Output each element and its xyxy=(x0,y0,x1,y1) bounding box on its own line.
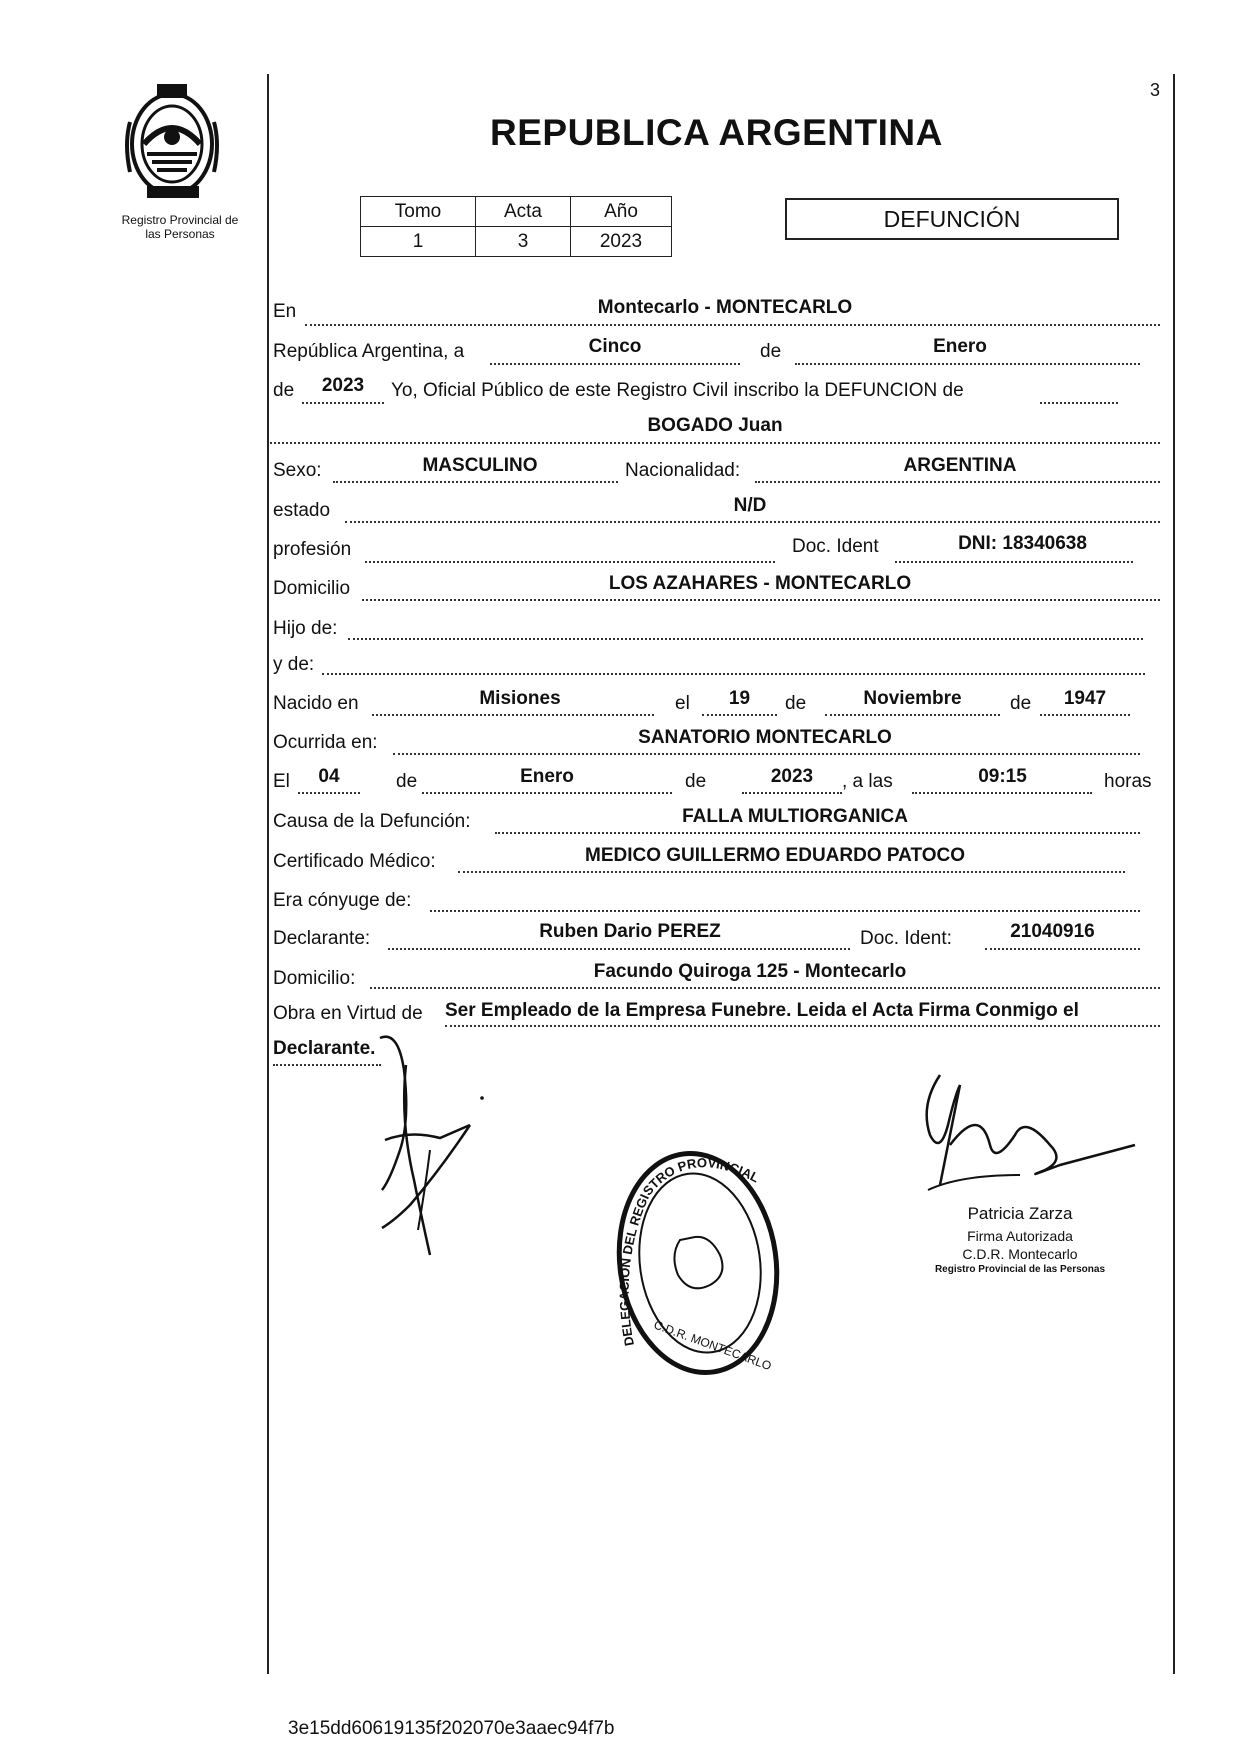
nac-dia-value: 19 xyxy=(728,688,751,709)
official-signature xyxy=(900,1065,1140,1215)
anio-value: 2023 xyxy=(571,227,672,257)
stamp-outer-text: DELEGACION DEL REGISTRO PROVINCIAL xyxy=(616,1155,762,1348)
def-dia-value: 04 xyxy=(318,766,340,787)
def-mes-value: Enero xyxy=(520,766,574,787)
official-stamp xyxy=(610,1145,790,1385)
obra-value-2: Declarante. xyxy=(273,1038,376,1059)
stamp-inner-text: C.D.R. MONTECARLO xyxy=(651,1317,774,1374)
declarante-label: Declarante: xyxy=(273,928,371,949)
nac-anio-value: 1947 xyxy=(1063,688,1107,709)
de-label-3: de xyxy=(785,693,807,714)
signer-name: Patricia Zarza xyxy=(967,1204,1073,1223)
certificado-value: MEDICO GUILLERMO EDUARDO PATOCO xyxy=(585,845,965,866)
registry-line-1: Registro Provincial de xyxy=(121,213,239,227)
declarant-signature xyxy=(370,1030,500,1270)
ocurrida-value: SANATORIO MONTECARLO xyxy=(638,727,892,748)
left-margin-line xyxy=(267,74,269,1674)
hijo-field xyxy=(348,616,1143,640)
registry-caption xyxy=(95,213,265,241)
de-label-6: de xyxy=(685,771,707,792)
yde-label: y de: xyxy=(273,654,315,675)
nacido-label: Nacido en xyxy=(273,693,359,714)
nacionalidad-label: Nacionalidad: xyxy=(625,460,741,481)
nacido-lugar-value: Misiones xyxy=(479,688,561,709)
declaration-field xyxy=(1040,380,1118,404)
causa-value: FALLA MULTIORGANICA xyxy=(682,806,908,827)
de-label-2: de xyxy=(273,380,295,401)
right-margin-line xyxy=(1173,74,1175,1674)
profesion-field xyxy=(365,539,775,563)
obra-value-1: Ser Empleado de la Empresa Funebre. Leida el Acta Firma Conmigo el xyxy=(445,1000,1079,1021)
document-hash: 3e15dd60619135f202070e3aaec94f7b xyxy=(288,1718,615,1739)
domicilio2-label: Domicilio: xyxy=(273,968,356,989)
sexo-label: Sexo: xyxy=(273,460,322,481)
anio-header: Año xyxy=(571,197,672,227)
domicilio-label: Domicilio xyxy=(273,578,351,599)
tomo-value: 1 xyxy=(361,227,476,257)
de-label-5: de xyxy=(396,771,418,792)
en-label: En xyxy=(273,301,297,322)
nac-mes-value: Noviembre xyxy=(863,688,962,709)
doc2-value: 21040916 xyxy=(1010,921,1095,942)
hijo-label: Hijo de: xyxy=(273,618,338,639)
doc-ident-value: DNI: 18340638 xyxy=(958,533,1087,554)
nacionalidad-value: ARGENTINA xyxy=(903,455,1017,476)
domicilio2-value: Facundo Quiroga 125 - Montecarlo xyxy=(593,961,907,982)
year-value: 2023 xyxy=(321,375,365,396)
yde-field xyxy=(322,651,1145,675)
deceased-name-value: BOGADO Juan xyxy=(647,415,783,436)
signer-registry: Registro Provincial de las Personas xyxy=(934,1264,1106,1275)
sexo-value: MASCULINO xyxy=(422,455,538,476)
doc2-label: Doc. Ident: xyxy=(860,928,952,949)
province-seal-logo xyxy=(122,82,242,202)
tomo-header: Tomo xyxy=(361,197,476,227)
signer-role: Firma Autorizada xyxy=(967,1228,1073,1244)
el2-label: El xyxy=(273,771,290,792)
page-number: 3 xyxy=(1150,80,1161,100)
acta-value: 3 xyxy=(476,227,571,257)
alas-label: , a las xyxy=(842,771,893,792)
month-value: Enero xyxy=(933,336,987,357)
obra-label: Obra en Virtud de xyxy=(273,1003,423,1024)
def-anio-value: 2023 xyxy=(770,766,814,787)
document-title: REPUBLICA ARGENTINA xyxy=(490,112,943,153)
profesion-label: profesión xyxy=(273,539,352,560)
estado-label: estado xyxy=(273,500,331,521)
de-label-4: de xyxy=(1010,693,1032,714)
record-type-box: DEFUNCIÓN xyxy=(785,198,1119,240)
acta-header: Acta xyxy=(476,197,571,227)
hora-value: 09:15 xyxy=(978,766,1027,787)
signer-office: C.D.R. Montecarlo xyxy=(962,1246,1078,1262)
conyuge-label: Era cónyuge de: xyxy=(273,890,412,911)
record-table xyxy=(360,196,672,257)
place-value: Montecarlo - MONTECARLO xyxy=(597,297,853,318)
certificado-label: Certificado Médico: xyxy=(273,851,436,872)
de-label-1: de xyxy=(760,341,782,362)
declaration-text: Yo, Oficial Público de este Registro Civil inscribo la DEFUNCION de xyxy=(391,380,964,401)
estado-value: N/D xyxy=(733,495,767,516)
doc-ident-label: Doc. Ident xyxy=(792,536,879,557)
causa-label: Causa de la Defunción: xyxy=(273,811,471,832)
el-label: el xyxy=(675,693,690,714)
conyuge-field xyxy=(430,888,1140,912)
horas-label: horas xyxy=(1104,771,1152,792)
day-value: Cinco xyxy=(588,336,642,357)
declarante-value: Ruben Dario PEREZ xyxy=(539,921,721,942)
registry-line-2: las Personas xyxy=(145,227,215,241)
ocurrida-label: Ocurrida en: xyxy=(273,732,378,753)
republica-label: República Argentina, a xyxy=(273,341,465,362)
domicilio-value: LOS AZAHARES - MONTECARLO xyxy=(608,573,912,594)
